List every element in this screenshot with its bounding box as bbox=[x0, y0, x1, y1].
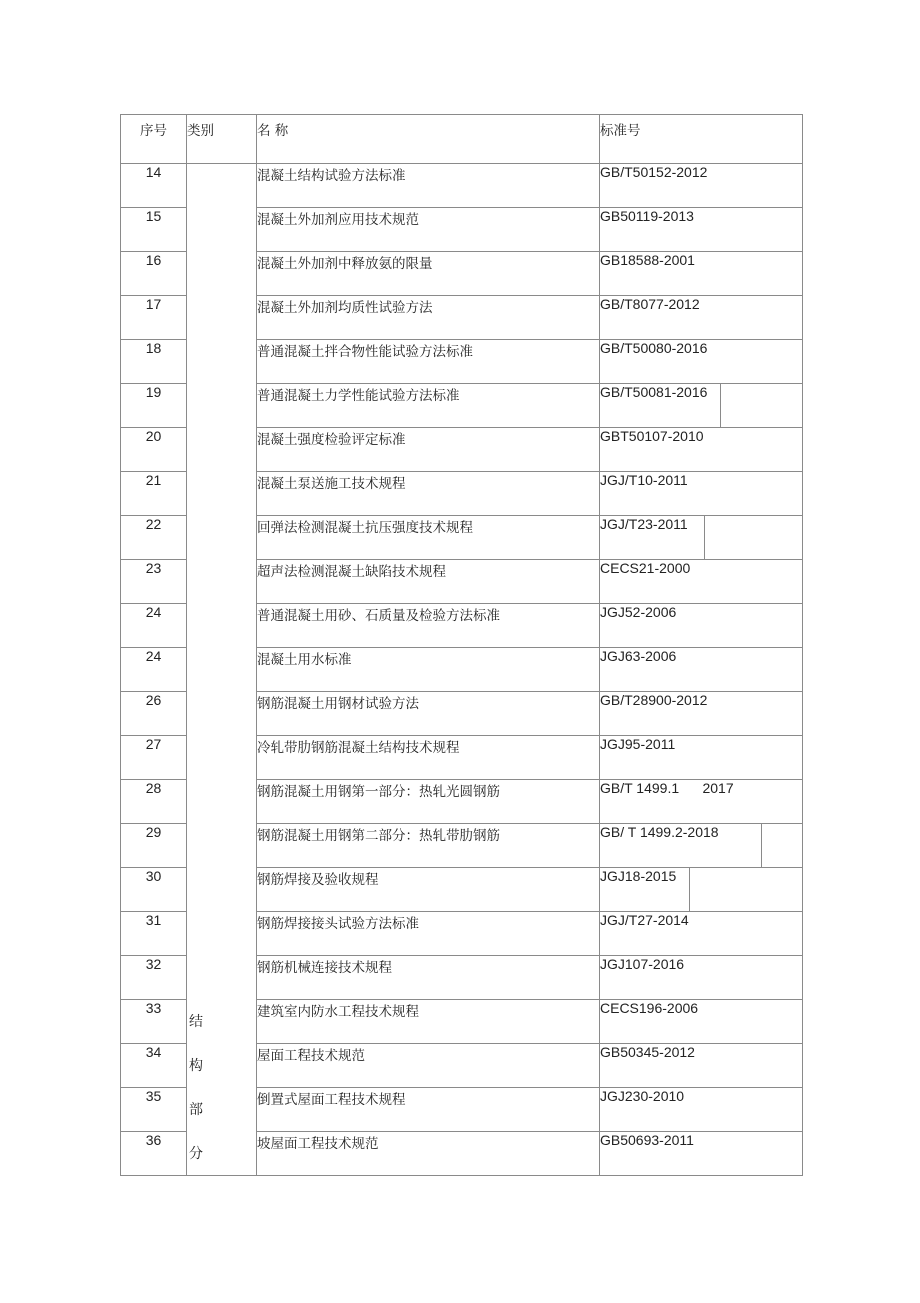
standard-code: JGJ18-2015 bbox=[600, 868, 803, 912]
standard-name: 混凝土泵送施工技术规程 bbox=[257, 472, 600, 516]
row-number: 20 bbox=[121, 428, 187, 472]
header-no: 序号 bbox=[121, 115, 187, 164]
standard-code: GBT50107-2010 bbox=[600, 428, 803, 472]
row-number: 24 bbox=[121, 604, 187, 648]
standard-name: 混凝土外加剂均质性试验方法 bbox=[257, 296, 600, 340]
cell-divider-line bbox=[761, 824, 762, 867]
row-number: 34 bbox=[121, 1044, 187, 1088]
row-number: 28 bbox=[121, 780, 187, 824]
standard-name: 钢筋机械连接技术规程 bbox=[257, 956, 600, 1000]
row-number: 26 bbox=[121, 692, 187, 736]
row-number: 35 bbox=[121, 1088, 187, 1132]
row-number: 29 bbox=[121, 824, 187, 868]
cell-divider-line bbox=[720, 384, 721, 427]
standard-code: JGJ63-2006 bbox=[600, 648, 803, 692]
standard-name: 混凝土强度检验评定标准 bbox=[257, 428, 600, 472]
category-char: 分 bbox=[189, 1146, 203, 1162]
standard-code: GB50345-2012 bbox=[600, 1044, 803, 1088]
standard-code: CECS196-2006 bbox=[600, 1000, 803, 1044]
row-number: 14 bbox=[121, 164, 187, 208]
table-body bbox=[121, 164, 803, 1176]
standard-code: GB/T28900-2012 bbox=[600, 692, 803, 736]
row-number: 24 bbox=[121, 648, 187, 692]
header-category: 类别 bbox=[187, 115, 257, 164]
standard-name: 倒置式屋面工程技术规程 bbox=[257, 1088, 600, 1132]
standard-code: GB/T50152-2012 bbox=[600, 164, 803, 208]
standard-name: 普通混凝土拌合物性能试验方法标准 bbox=[257, 340, 600, 384]
header-standard: 标准号 bbox=[600, 115, 803, 164]
row-number: 19 bbox=[121, 384, 187, 428]
row-number: 31 bbox=[121, 912, 187, 956]
row-number: 17 bbox=[121, 296, 187, 340]
cell-divider-line bbox=[689, 868, 690, 911]
row-number: 23 bbox=[121, 560, 187, 604]
standard-name: 普通混凝土力学性能试验方法标准 bbox=[257, 384, 600, 428]
row-number: 15 bbox=[121, 208, 187, 252]
cell-divider-line bbox=[704, 516, 705, 559]
standard-name: 钢筋混凝土用钢材试验方法 bbox=[257, 692, 600, 736]
row-number: 32 bbox=[121, 956, 187, 1000]
standard-name: 屋面工程技术规范 bbox=[257, 1044, 600, 1088]
standard-name: 钢筋混凝土用钢第一部分：热轧光圆钢筋 bbox=[257, 780, 600, 824]
standard-code: GB50693-2011 bbox=[600, 1132, 803, 1176]
header-row bbox=[121, 115, 803, 164]
standard-name: 钢筋焊接接头试验方法标准 bbox=[257, 912, 600, 956]
standard-name: 混凝土外加剂应用技术规范 bbox=[257, 208, 600, 252]
row-number: 33 bbox=[121, 1000, 187, 1044]
standard-code: JGJ/T23-2011 bbox=[600, 516, 803, 560]
category-cell bbox=[187, 164, 257, 1176]
standards-table bbox=[120, 114, 803, 1176]
standard-code: GB/T8077-2012 bbox=[600, 296, 803, 340]
standard-name: 钢筋混凝土用钢第二部分：热轧带肋钢筋 bbox=[257, 824, 600, 868]
row-number: 18 bbox=[121, 340, 187, 384]
standard-code: CECS21-2000 bbox=[600, 560, 803, 604]
standard-name: 建筑室内防水工程技术规程 bbox=[257, 1000, 600, 1044]
table-header bbox=[121, 115, 803, 164]
standard-name: 混凝土外加剂中释放氨的限量 bbox=[257, 252, 600, 296]
category-char: 部 bbox=[189, 1102, 203, 1118]
standard-code: JGJ95-2011 bbox=[600, 736, 803, 780]
standard-code: GB/T 1499.1 2017 bbox=[600, 780, 803, 824]
row-number: 27 bbox=[121, 736, 187, 780]
standard-code: GB/ T 1499.2-2018 bbox=[600, 824, 803, 868]
standard-name: 超声法检测混凝土缺陷技术规程 bbox=[257, 560, 600, 604]
standard-name: 坡屋面工程技术规范 bbox=[257, 1132, 600, 1176]
standard-code: GB/T50080-2016 bbox=[600, 340, 803, 384]
standard-name: 混凝土用水标准 bbox=[257, 648, 600, 692]
category-char: 结 bbox=[189, 1014, 203, 1030]
row-number: 30 bbox=[121, 868, 187, 912]
row-number: 16 bbox=[121, 252, 187, 296]
category-char: 构 bbox=[189, 1058, 203, 1074]
category-text bbox=[187, 1011, 256, 1175]
standard-name: 普通混凝土用砂、石质量及检验方法标准 bbox=[257, 604, 600, 648]
standard-name: 冷轧带肋钢筋混凝土结构技术规程 bbox=[257, 736, 600, 780]
standard-name: 回弹法检测混凝土抗压强度技术规程 bbox=[257, 516, 600, 560]
row-number: 22 bbox=[121, 516, 187, 560]
standard-name: 混凝土结构试验方法标准 bbox=[257, 164, 600, 208]
standard-code: JGJ52-2006 bbox=[600, 604, 803, 648]
table-row bbox=[121, 164, 803, 208]
standard-code: JGJ107-2016 bbox=[600, 956, 803, 1000]
standard-code: GB18588-2001 bbox=[600, 252, 803, 296]
header-name: 名 称 bbox=[257, 115, 600, 164]
standard-code: JGJ/T27-2014 bbox=[600, 912, 803, 956]
row-number: 36 bbox=[121, 1132, 187, 1176]
standard-name: 钢筋焊接及验收规程 bbox=[257, 868, 600, 912]
standard-code: GB/T50081-2016 bbox=[600, 384, 803, 428]
row-number: 21 bbox=[121, 472, 187, 516]
standard-code: GB50119-2013 bbox=[600, 208, 803, 252]
standard-code: JGJ/T10-2011 bbox=[600, 472, 803, 516]
standard-code: JGJ230-2010 bbox=[600, 1088, 803, 1132]
